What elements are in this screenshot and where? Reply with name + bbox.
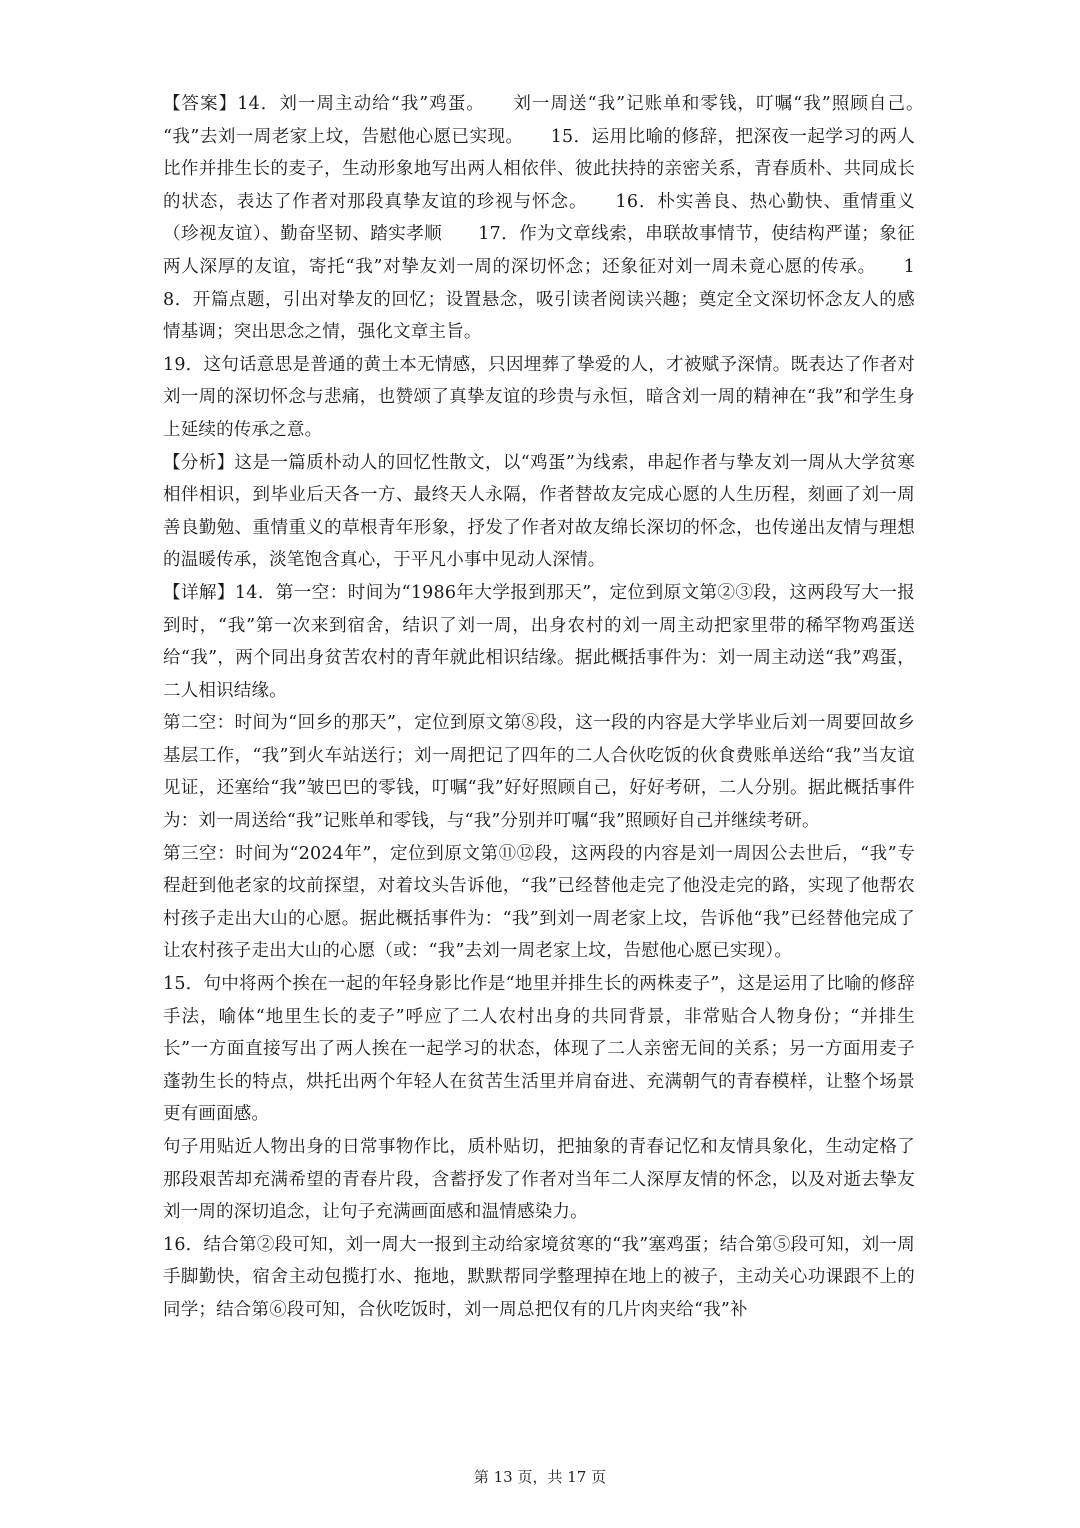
answer-paragraph: 【答案】14．刘一周主动给“我”鸡蛋。 刘一周送“我”记账单和零钱，叮嘱“我”照顾自己。 “我”去刘一周老家上坟，告慰他心愿已实现。 15．运用比喻的修辞，把深夜一起学习的两人比作并排生长的麦子，生动形象地写出两人相依伴、彼此扶持的亲密关系，青春质朴、共同成长的状态，表达了作者对那段真挚友谊的珍视与怀念。 16．朴实善良、热心勤快、重情重义（珍视友谊）、勤奋坚韧、踏实孝顺 17．作为文章线索，串联故事情节，使结构严谨；象征两人深厚的友谊，寄托“我”对挚友刘一周的深切怀念；还象征对刘一周未竟心愿的传承。 18．开篇点题，引出对挚友的回忆；设置悬念，吸引读者阅读兴趣；奠定全文深切怀念友人的感情基调；突出思念之情，强化文章主旨。 <box>163 94 951 343</box>
page-number-footer: 第 13 页，共 17 页 <box>473 1468 607 1486</box>
analysis-paragraph: 【分析】这是一篇质朴动人的回忆性散文，以“鸡蛋”为线索，串起作者与挚友刘一周从大学贫寒相伴相识，到毕业后天各一方、最终天人永隔，作者替故友完成心愿的人生历程，刻画了刘一周善良勤勉、重情重义的草根青年形象，抒发了作者对故友绵长深切的怀念，也传递出友情与理想的温暖传承，淡笔饱含真心，于平凡小事中见动人深情。 <box>163 452 915 571</box>
document-page <box>163 88 951 1327</box>
detail-15-summary: 句子用贴近人物出身的日常事物作比，质朴贴切，把抽象的青春记忆和友情具象化，生动定格了那段艰苦却充满希望的青春片段，含蓄抒发了作者对当年二人深厚友情的怀念，以及对逝去挚友刘一周的深切追念，让句子充满画面感和温情感染力。 <box>163 1137 915 1223</box>
detail-14-second-blank: 第二空：时间为“回乡的那天”，定位到原文第⑧段，这一段的内容是大学毕业后刘一周要回故乡基层工作，“我”到火车站送行；刘一周把记了四年的二人合伙吃饭的伙食费账单送给“我”当友谊见证，还塞给“我”皱巴巴的零钱，叮嘱“我”好好照顾自己，好好考研，二人分别。据此概括事件为：刘一周送给“我”记账单和零钱，与“我”分别并叮嘱“我”照顾好自己并继续考研。 <box>163 713 915 832</box>
detail-14-first-blank: 【详解】14．第一空：时间为“1986年大学报到那天”，定位到原文第②③段，这两段写大一报到时，“我”第一次来到宿舍，结识了刘一周，出身农村的刘一周主动把家里带的稀罕物鸡蛋送给“我”，两个同出身贫苦农村的青年就此相识结缘。据此概括事件为：刘一周主动送“我”鸡蛋，二人相识结缘。 <box>163 582 915 701</box>
detail-15-paragraph: 15．句中将两个挨在一起的年轻身影比作是“地里并排生长的两株麦子”，这是运用了比喻的修辞手法，喻体“地里生长的麦子”呼应了二人农村出身的共同背景，非常贴合人物身份；“并排生长”一方面直接写出了两人挨在一起学习的状态，体现了二人亲密无间的关系；另一方面用麦子蓬勃生长的特点，烘托出两个年轻人在贫苦生活里并肩奋进、充满朝气的青春模样，让整个场景更有画面感。 <box>163 974 915 1125</box>
detail-16-paragraph: 16．结合第②段可知，刘一周大一报到主动给家境贫寒的“我”塞鸡蛋；结合第⑤段可知，刘一周手脚勤快，宿舍主动包揽打水、拖地，默默帮同学整理掉在地上的被子，主动关心功课跟不上的同学；结合第⑥段可知，合伙吃饭时，刘一周总把仅有的几片肉夹给“我”补 <box>163 1234 915 1320</box>
detail-14-third-blank: 第三空：时间为“2024年”，定位到原文第⑪⑫段，这两段的内容是刘一周因公去世后，“我”专程赶到他老家的坟前探望，对着坟头告诉他，“我”已经替他走完了他没走完的路，实现了他帮农村孩子走出大山的心愿。据此概括事件为：“我”到刘一周老家上坟，告诉他“我”已经替他完成了让农村孩子走出大山的心愿（或：“我”去刘一周老家上坟，告慰他心愿已实现）。 <box>163 843 915 962</box>
answer-19-paragraph: 19．这句话意思是普通的黄土本无情感，只因埋葬了挚爱的人，才被赋予深情。既表达了作者对刘一周的深切怀念与悲痛，也赞颂了真挚友谊的珍贵与永恒，暗含刘一周的精神在“我”和学生身上延续的传承之意。 <box>163 354 915 440</box>
